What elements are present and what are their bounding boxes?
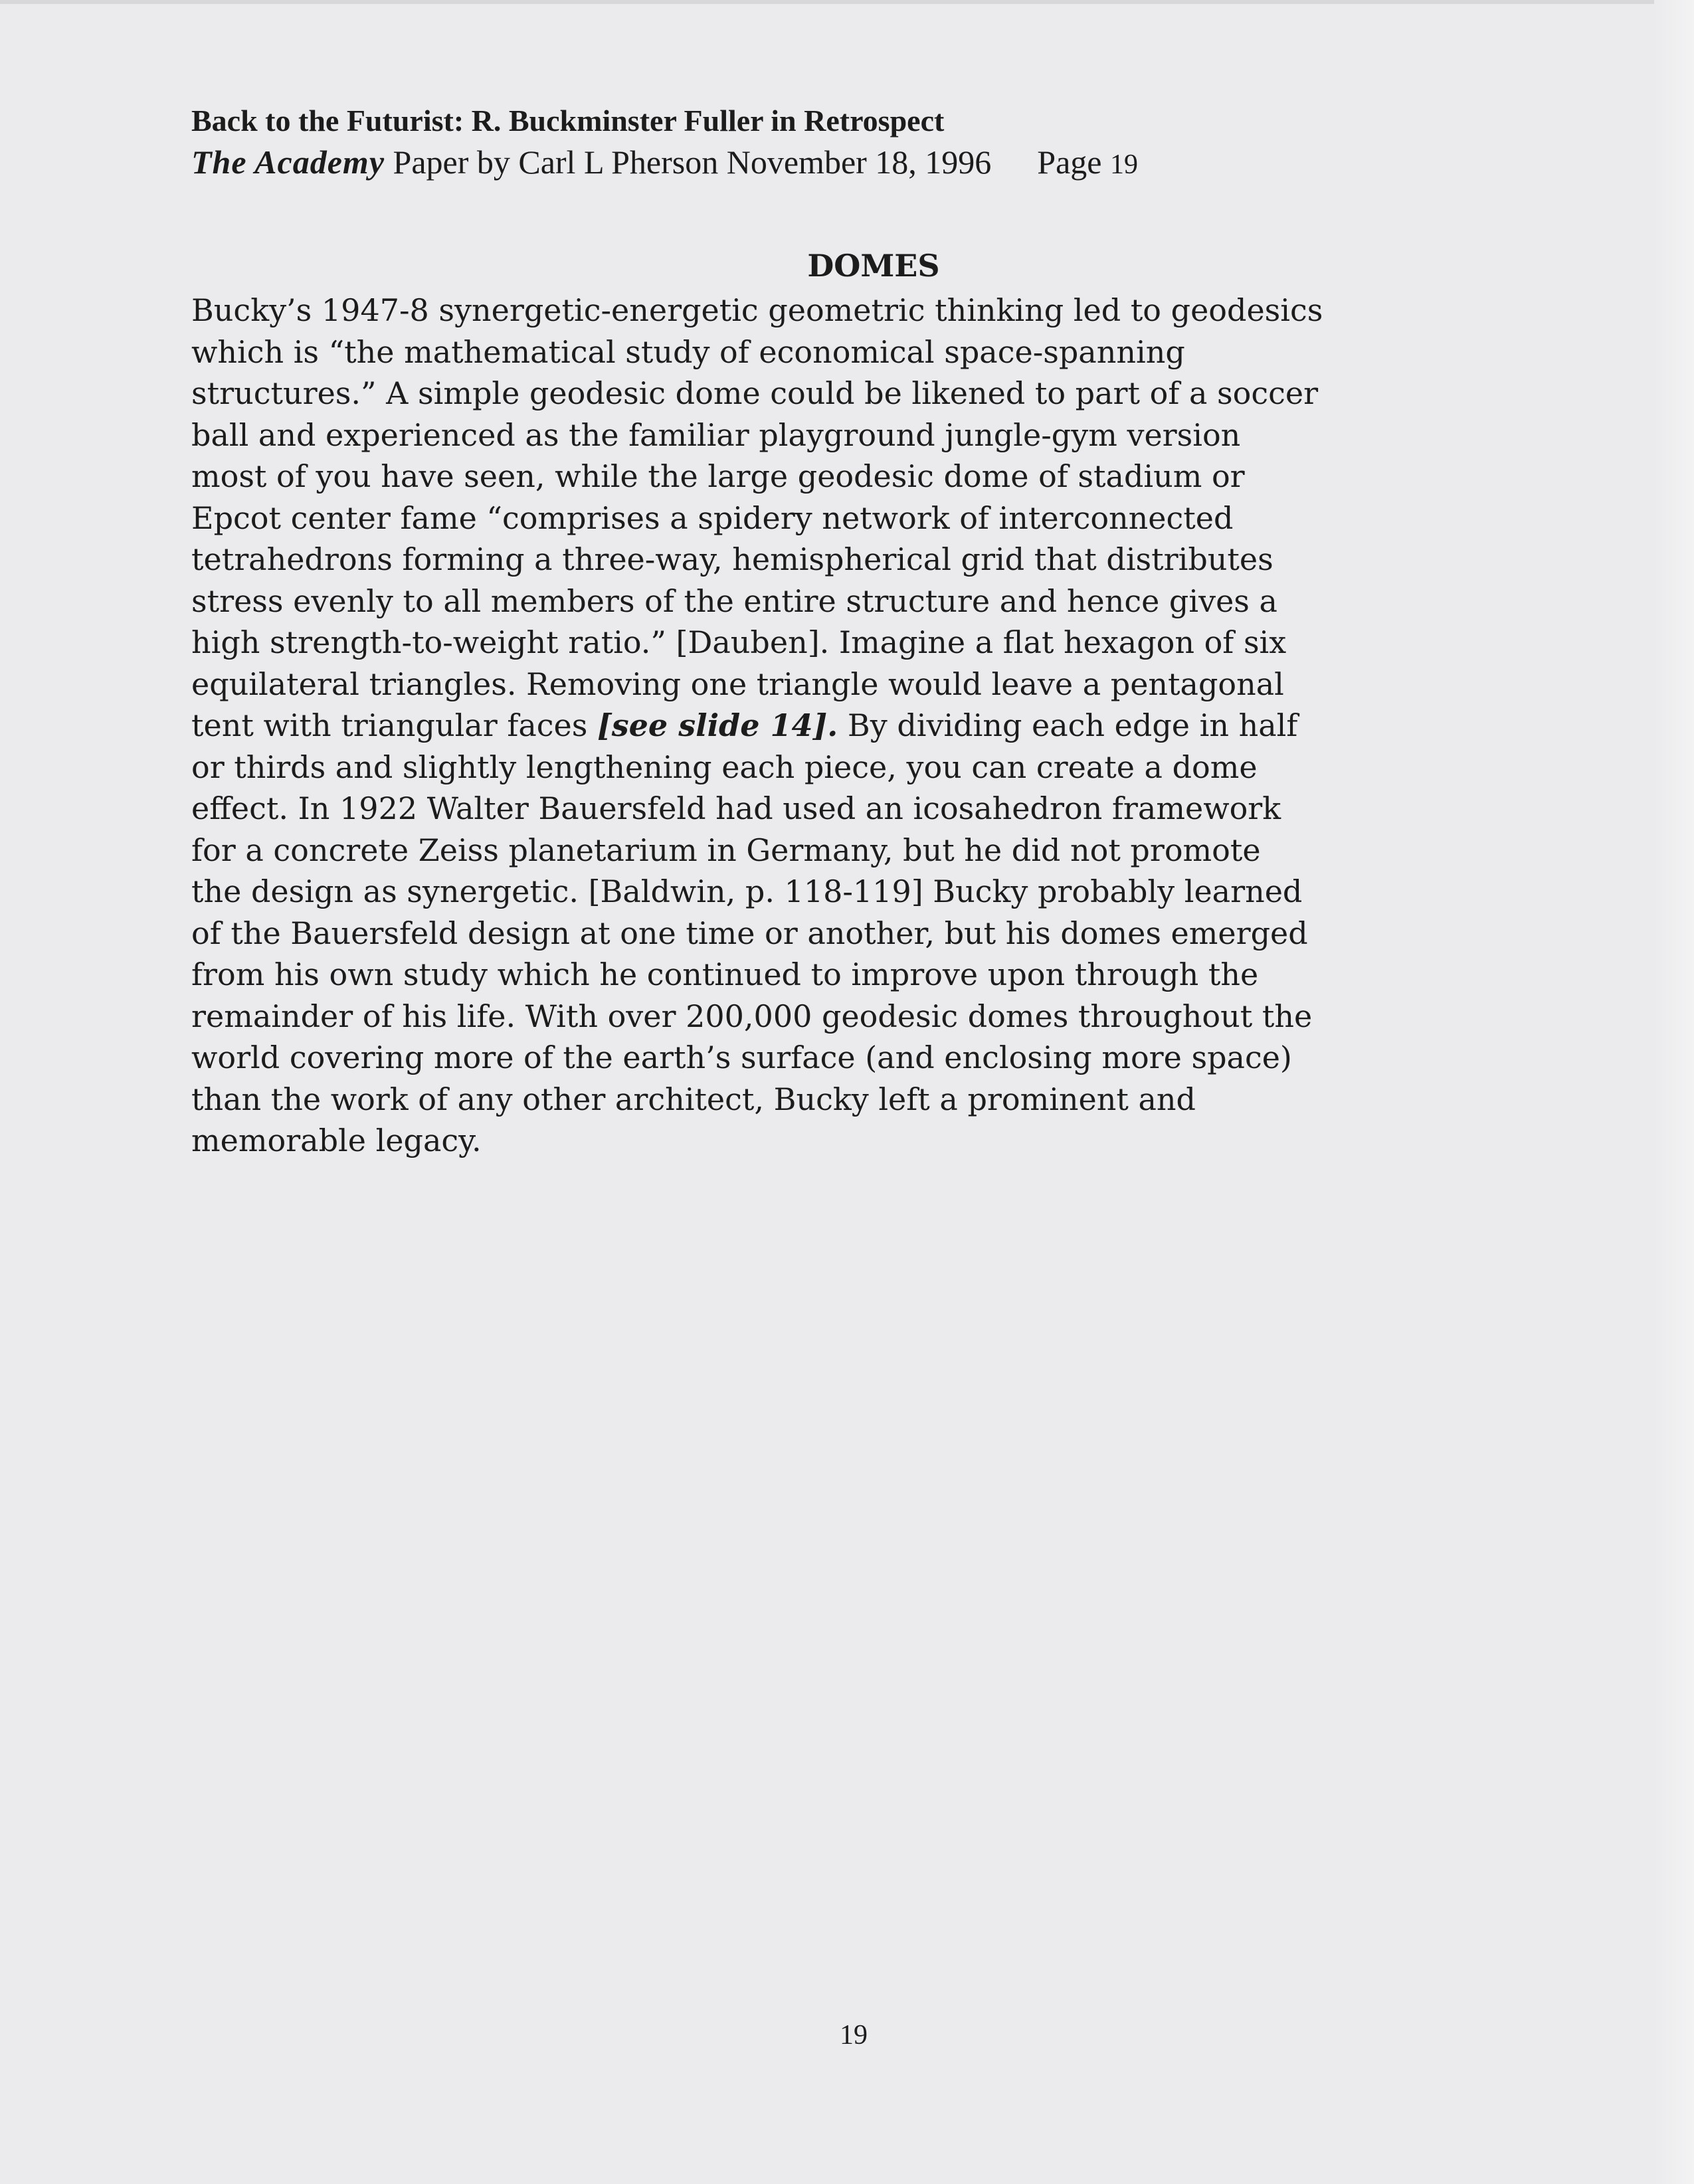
section-title: DOMES: [807, 248, 940, 284]
header-date: November 18, 1996: [726, 143, 992, 181]
body-line: stress evenly to all members of the entire structure and hence gives a: [191, 583, 1277, 619]
body-line: high strength-to-weight ratio.” [Dauben]. Imagine a flat hexagon of six: [191, 624, 1287, 660]
byline: Paper by Carl L Pherson: [393, 143, 719, 181]
body-line: effect. In 1922 Walter Bauersfeld had used an icosahedron framework: [191, 790, 1281, 826]
header-page-label: Page: [1037, 143, 1102, 181]
publication-name: The Academy: [191, 143, 385, 181]
slide-reference: [see slide 14].: [597, 707, 838, 743]
body-text-segment: By dividing each edge in half: [838, 707, 1298, 743]
scan-edge-right: [1654, 0, 1694, 2184]
body-line: world covering more of the earth’s surface (and enclosing more space): [191, 1040, 1292, 1075]
body-line: Epcot center fame “comprises a spidery network of interconnected: [191, 500, 1234, 536]
body-line: which is “the mathematical study of economical space-spanning: [191, 333, 1185, 370]
header-page-number: 19: [1110, 149, 1138, 180]
body-line: remainder of his life. With over 200,000 geodesic domes throughout the: [191, 998, 1313, 1034]
body-text-segment: tent with triangular faces: [191, 707, 597, 743]
body-line: from his own study which he continued to improve upon through the: [191, 956, 1259, 992]
body-line: or thirds and slightly lengthening each piece, you can create a dome: [191, 749, 1258, 785]
body-line: structures.” A simple geodesic dome could be likened to part of a soccer: [191, 375, 1319, 411]
header-subline: [191, 141, 1454, 186]
body-line: Bucky’s 1947-8 synergetic-energetic geometric thinking led to geodesics: [191, 292, 1323, 328]
body-line: most of you have seen, while the large geodesic dome of stadium or: [191, 458, 1245, 494]
footer-page-number: 19: [840, 2020, 868, 2050]
body-line: memorable legacy.: [191, 1123, 482, 1158]
body-paragraph: [191, 290, 1493, 1162]
body-line: the design as synergetic. [Baldwin, p. 118-119] Bucky probably learned: [191, 873, 1303, 909]
body-line: tetrahedrons forming a three-way, hemispherical grid that distributes: [191, 541, 1273, 577]
body-line: of the Bauersfeld design at one time or another, but his domes emerged: [191, 915, 1308, 951]
scan-edge-top: [0, 0, 1694, 4]
body-line: equilateral triangles. Removing one triangle would leave a pentagonal: [191, 666, 1284, 702]
header-title: Back to the Futurist: R. Buckminster Fuller in Retrospect: [191, 104, 945, 137]
body-line: for a concrete Zeiss planetarium in Germany, but he did not promote: [191, 832, 1261, 868]
body-line: ball and experienced as the familiar playground jungle-gym version: [191, 416, 1241, 453]
body-line: than the work of any other architect, Bucky left a prominent and: [191, 1081, 1196, 1117]
body-line: [191, 705, 1493, 747]
running-header: [191, 101, 1454, 186]
